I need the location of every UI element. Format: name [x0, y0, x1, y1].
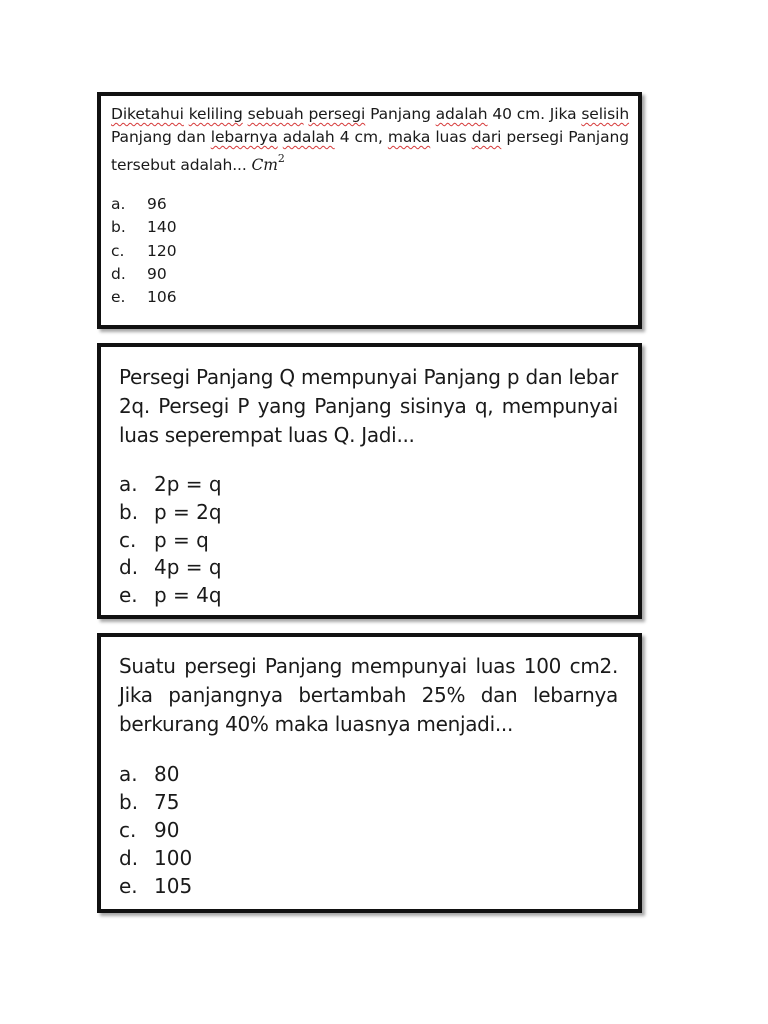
spellcheck-word: Diketahui: [111, 105, 184, 123]
unit-exponent: 2: [277, 152, 285, 165]
option-value: p = q: [154, 527, 209, 552]
option-d: d. 100: [119, 846, 193, 870]
option-a: a. 80: [119, 762, 180, 786]
option-value: 80: [154, 762, 180, 786]
option-b: b. 75: [119, 790, 180, 814]
option-d: d. 4p = q: [119, 555, 222, 580]
area-unit: Cm$^2$: [251, 152, 285, 175]
option-b: b. p = 2q: [119, 499, 222, 524]
question-text: Suatu persegi Panjang mempunyai luas 100 cm2. Jika panjangnya bertambah 25% dan lebarnya berkurang 40% maka luasnya menjadi...: [119, 654, 618, 736]
option-e: e. 105: [119, 874, 193, 898]
spellcheck-word: selisih: [581, 105, 630, 123]
option-value: 120: [147, 241, 177, 260]
spellcheck-word: sebuah: [247, 105, 304, 123]
options-list: [119, 760, 618, 900]
question-card-2: [97, 343, 642, 619]
option-value: 100: [154, 846, 193, 870]
spellcheck-word: maka: [387, 128, 431, 146]
option-value: 2p = q: [154, 472, 222, 496]
question-text: Diketahui keliling sebuah persegi Panjang adalah 40 cm. Jika selisih Panjang dan lebarnya adalah 4 cm, maka luas dari persegi Panjang tersebut adalah... Cm$^2$: [111, 105, 630, 175]
option-value: 90: [154, 818, 180, 842]
question-card-1: [97, 92, 642, 329]
spellcheck-word: keliling: [188, 105, 243, 123]
question-text: Persegi Panjang Q mempunyai Panjang p dan lebar 2q. Persegi P yang Panjang sisinya q, mempunyai luas seperempat luas Q. Jadi...: [119, 365, 618, 447]
option-c: c. 90: [119, 818, 180, 842]
option-value: p = 2q: [154, 499, 222, 524]
option-value: p = 4q: [154, 583, 222, 608]
option-value: 4p = q: [154, 555, 222, 580]
options-list: [119, 471, 618, 610]
option-e: e. 106: [111, 288, 177, 307]
option-e: e. p = 4q: [119, 583, 222, 608]
option-value: 105: [154, 874, 193, 898]
option-value: 106: [147, 288, 177, 307]
option-value: 90: [147, 265, 167, 284]
option-value: 96: [147, 195, 167, 214]
option-a: a. 96: [111, 195, 167, 214]
option-value: 75: [154, 790, 180, 814]
spellcheck-word: adalah: [435, 105, 488, 123]
spellcheck-word: lebarnya: [210, 128, 278, 146]
question-card-3: [97, 633, 642, 913]
options-list: [111, 193, 629, 309]
spellcheck-word: dari: [471, 128, 502, 146]
spellcheck-word: persegi: [308, 105, 366, 123]
option-value: 140: [147, 218, 177, 237]
option-c: c. 120: [111, 241, 177, 260]
option-b: b. 140: [111, 218, 177, 237]
option-c: c. p = q: [119, 527, 209, 552]
option-a: a. 2p = q: [119, 472, 222, 496]
option-d: d. 90: [111, 265, 167, 284]
spellcheck-word: adalah: [282, 128, 335, 146]
